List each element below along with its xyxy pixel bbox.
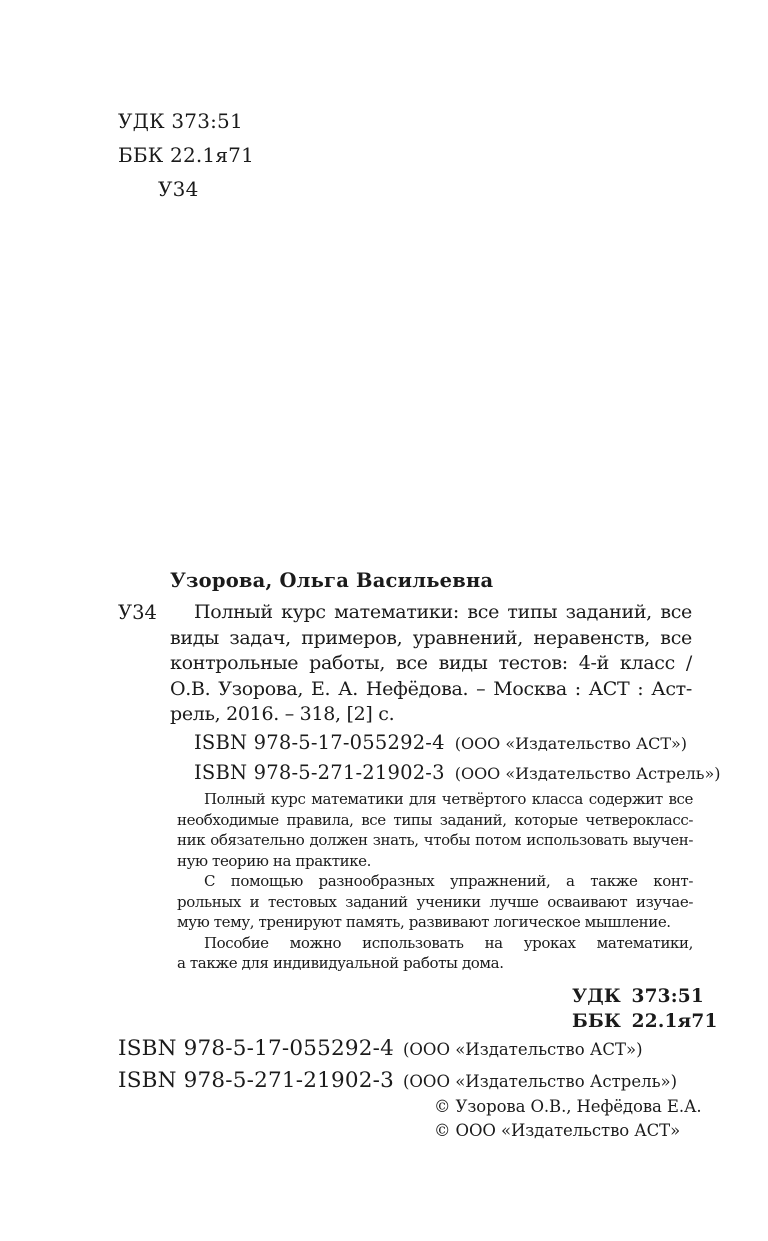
- annotation-line: Пособие можно использовать на уроках математики,: [204, 933, 693, 952]
- annotation-line: необходимые правила, все типы заданий, которые четверокласс-: [177, 810, 693, 829]
- bottom-bbk-code: ББК 22.1я71: [572, 1010, 718, 1032]
- isbn-entry: [118, 1065, 677, 1097]
- annotation-line: ную теорию на практике.: [177, 851, 372, 870]
- bottom-udk-code: УДК 373:51: [572, 986, 704, 1007]
- copyright-block: [434, 1095, 702, 1142]
- udk-code: УДК 373:51: [118, 109, 243, 133]
- isbn-number: ISBN 978-5-17-055292-4: [118, 1036, 394, 1061]
- annotation-line: мую тему, тренируют память, развивают логическое мышление.: [177, 913, 671, 931]
- isbn-entry: [118, 1033, 677, 1065]
- isbn-number: ISBN 978-5-271-21902-3: [194, 760, 445, 784]
- biblio-description: [170, 600, 692, 728]
- annotation-line: С помощью разнообразных упражнений, а также конт-: [204, 872, 693, 890]
- copyright-line: © Узорова О.В., Нефёдова Е.А.: [434, 1097, 702, 1116]
- isbn-number: ISBN 978-5-17-055292-4: [194, 731, 445, 754]
- annotation-line: рольных и тестовых заданий ученики лучше осваивают изучае-: [177, 892, 693, 911]
- annotation-paragraph: [177, 789, 693, 871]
- isbn-entry: [194, 729, 721, 759]
- biblio-line: контрольные работы, все виды тестов: 4-й класс /: [170, 652, 692, 674]
- copyright-line: © ООО «Издательство АСТ»: [434, 1120, 681, 1140]
- author-heading: Узорова, Ольга Васильевна: [170, 569, 494, 592]
- isbn-publisher: (ООО «Издательство АСТ»): [402, 1040, 643, 1059]
- bbk-code: ББК 22.1я71: [118, 143, 255, 167]
- biblio-line: рель, 2016. – 318, [2] с.: [170, 703, 395, 725]
- top-codes-block: [118, 104, 254, 206]
- isbn-publisher: (ООО «Издательство АСТ»): [454, 734, 688, 753]
- annotation-paragraph: [177, 933, 693, 974]
- biblio-line: виды задач, примеров, уравнений, неравенств, все: [170, 626, 692, 649]
- isbn-number: ISBN 978-5-271-21902-3: [118, 1068, 394, 1093]
- isbn-block: [118, 1033, 677, 1097]
- isbn-publisher: (ООО «Издательство Астрель»): [454, 763, 721, 783]
- author-sign-code: У34: [158, 177, 199, 201]
- isbn-entry: [194, 759, 721, 789]
- biblio-line: О.В. Узорова, Е. А. Нефёдова. – Москва : АСТ : Аст-: [170, 677, 692, 700]
- annotation-paragraph: [177, 871, 693, 933]
- bottom-codes-block: [572, 985, 718, 1034]
- annotation-line: ник обязательно должен знать, чтобы потом использовать выучен-: [177, 831, 693, 849]
- biblio-isbn-list: [194, 729, 721, 788]
- biblio-margin-code: У34: [118, 601, 157, 624]
- annotation-line: а также для индивидуальной работы дома.: [177, 954, 504, 972]
- biblio-line: Полный курс математики: все типы заданий, все: [194, 601, 692, 623]
- annotation-line: Полный курс математики для четвёртого класса содержит все: [204, 790, 693, 808]
- isbn-publisher: (ООО «Издательство Астрель»): [402, 1072, 678, 1091]
- annotation-block: [177, 789, 693, 974]
